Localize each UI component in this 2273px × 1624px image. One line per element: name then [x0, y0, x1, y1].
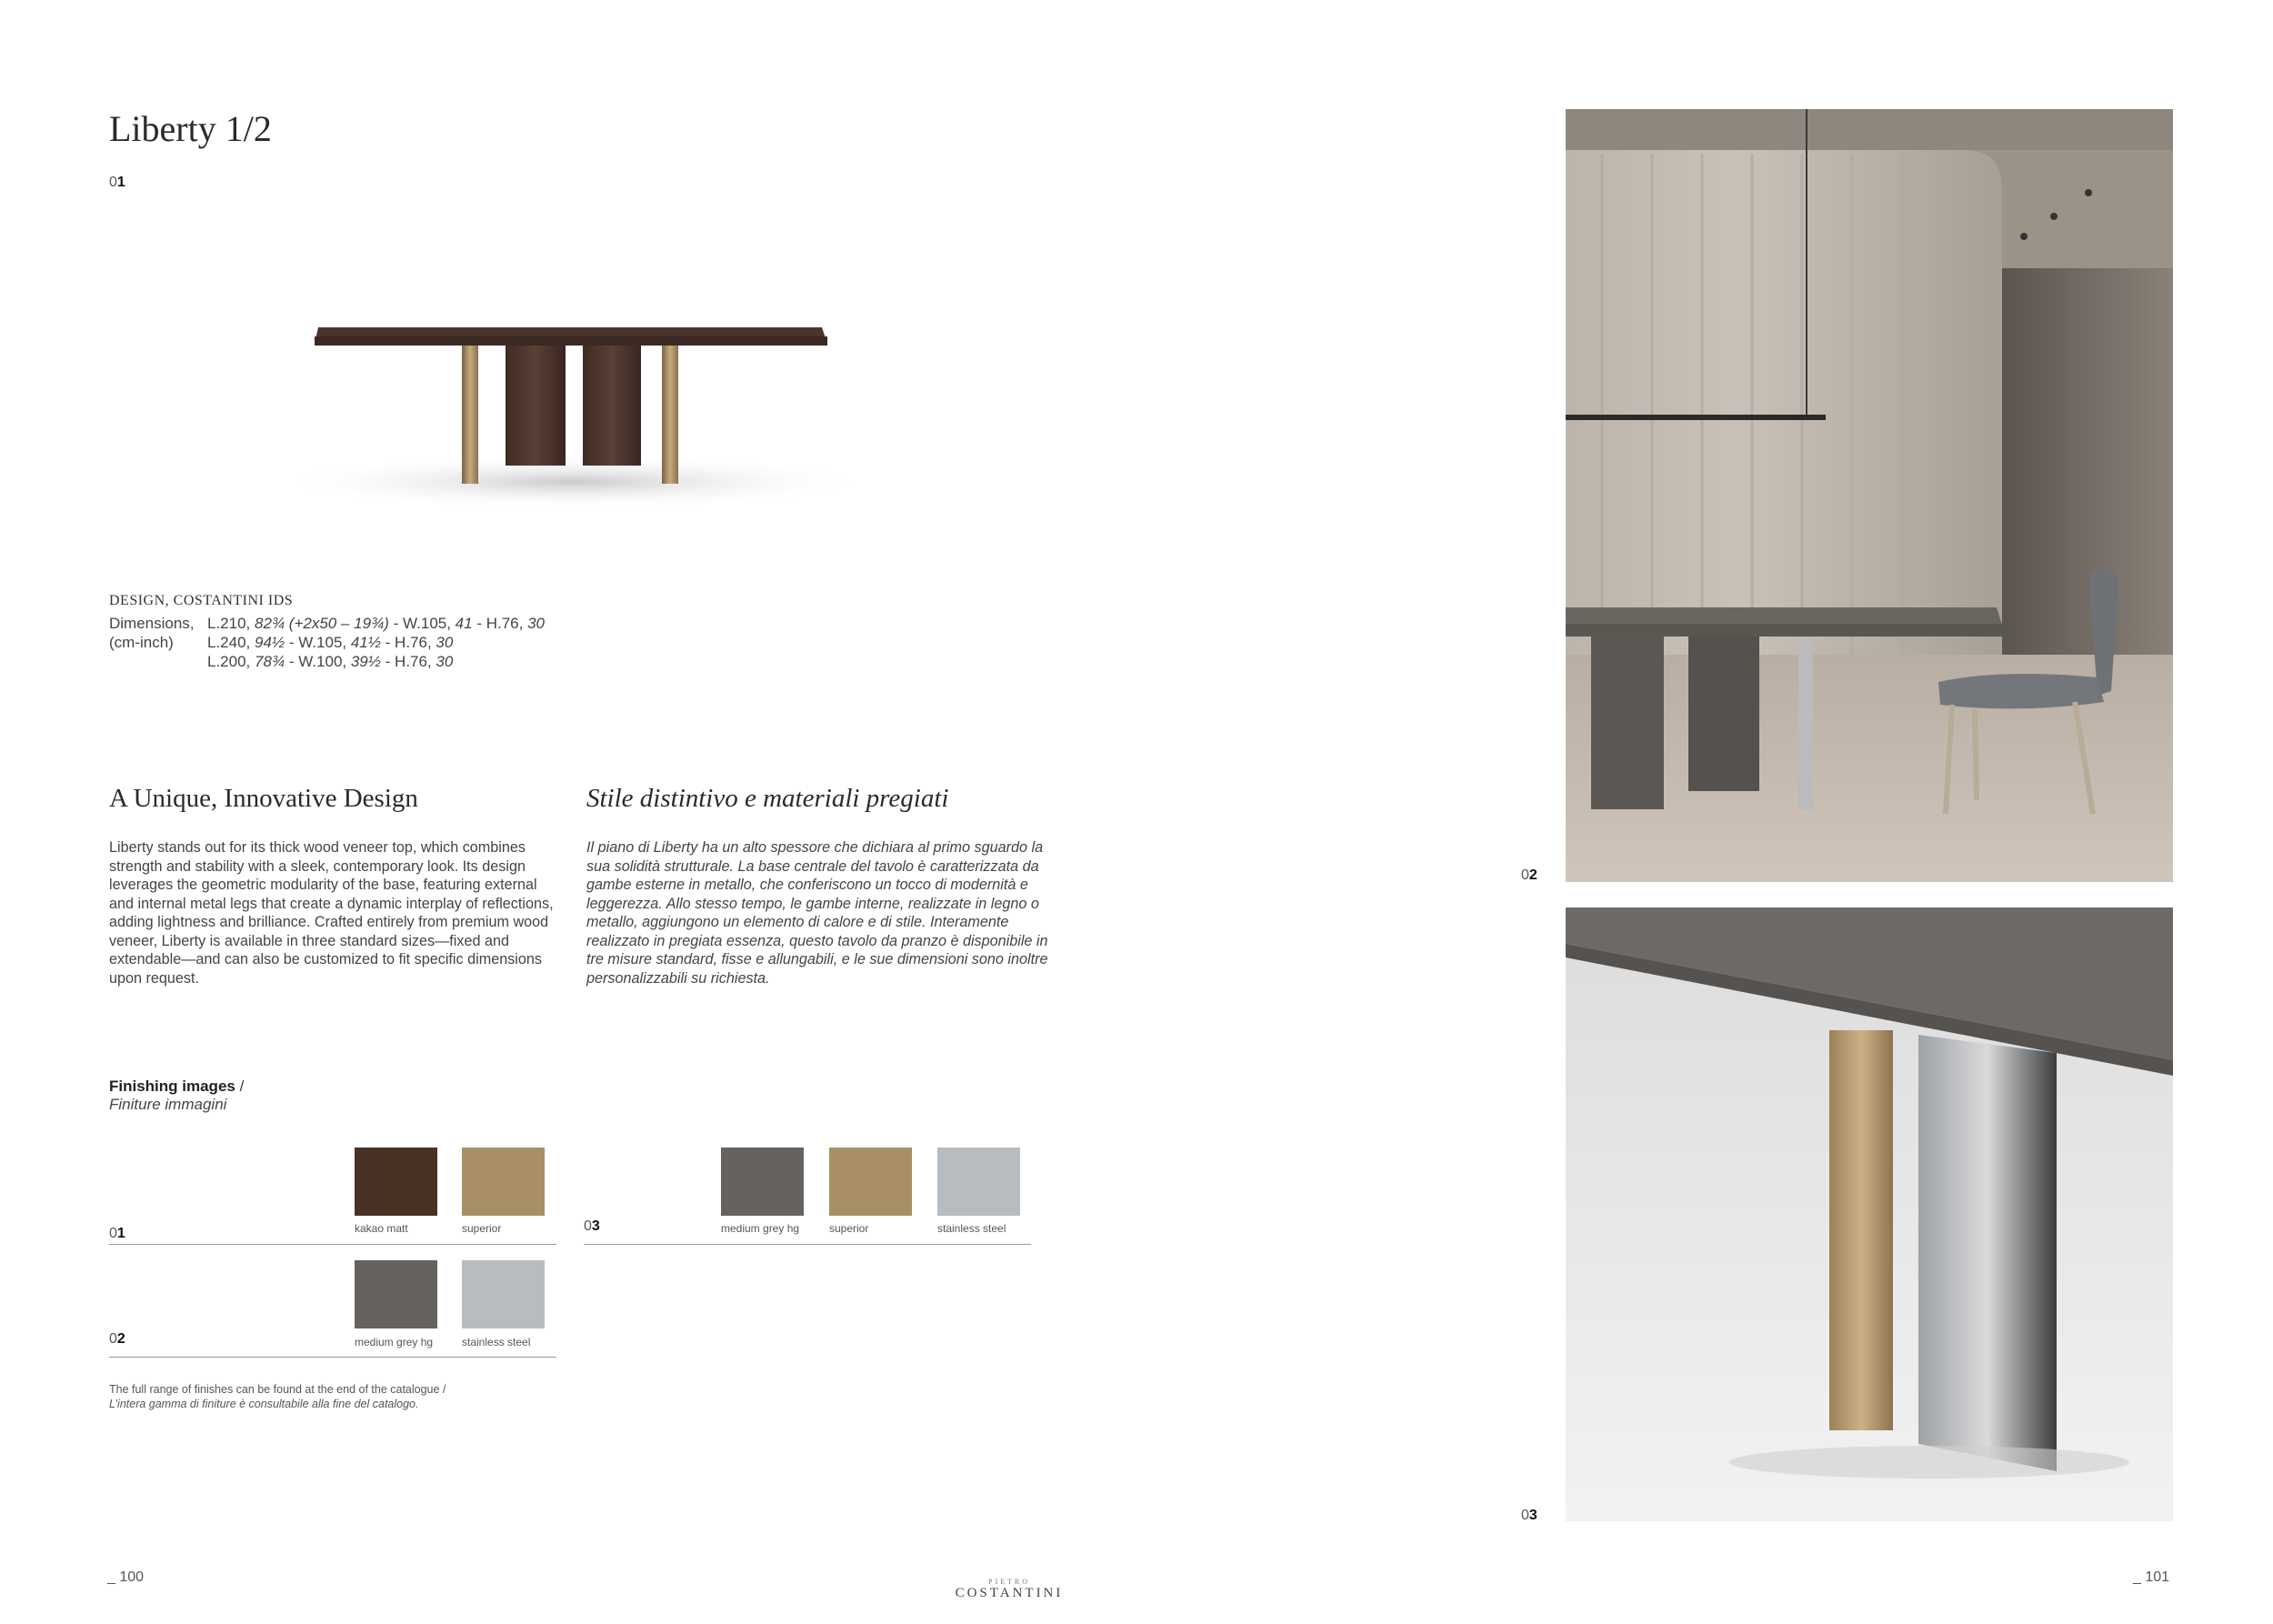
figure-number-02	[1521, 867, 1537, 884]
dim-w: - W.105,	[285, 634, 351, 651]
finish-swatch-superior	[829, 1148, 912, 1216]
figure-number-digit: 1	[116, 1226, 125, 1241]
dim-w: - W.105,	[388, 615, 456, 632]
italian-heading: Stile distintivo e materiali pregiati	[586, 784, 949, 813]
dim-w: - W.100,	[285, 653, 351, 670]
designer-credit: DESIGN, COSTANTINI IDS	[109, 593, 294, 608]
finish-group-number	[109, 1226, 125, 1242]
figure-number-01	[109, 175, 125, 191]
dim-h-inch: 30	[527, 615, 545, 632]
dim-l-inch: 78¾	[255, 653, 285, 670]
dimension-row	[207, 633, 545, 652]
dim-w-inch: 41½	[350, 634, 381, 651]
figure-number-prefix: 0	[109, 1331, 117, 1347]
divider	[584, 1244, 1031, 1245]
figure-number-prefix: 0	[109, 1226, 117, 1241]
finish-swatch-label: medium grey hg	[355, 1336, 434, 1348]
finish-swatch-label: stainless steel	[462, 1336, 531, 1348]
dimension-row	[207, 614, 545, 633]
figure-number-digit: 2	[1528, 867, 1537, 883]
finish-swatch-label: superior	[829, 1222, 869, 1235]
product-image-table	[273, 300, 873, 518]
dim-w-inch: 39½	[350, 653, 381, 670]
figure-number-digit: 3	[1528, 1508, 1537, 1523]
finish-swatch-medium-grey-hg	[721, 1148, 804, 1216]
dimensions-block	[109, 614, 582, 677]
finish-swatch-stainless-steel	[462, 1260, 545, 1328]
figure-number-03	[1521, 1508, 1537, 1524]
figure-number-digit: 2	[116, 1331, 125, 1347]
finish-swatch-label: stainless steel	[937, 1222, 1006, 1235]
dim-l: L.200,	[207, 653, 255, 670]
finishes-heading-en: Finishing images	[109, 1078, 235, 1095]
finish-swatch-label: superior	[462, 1222, 502, 1235]
interior-photo-dining-room	[1566, 109, 2173, 882]
figure-number-prefix: 0	[109, 175, 117, 190]
page-number-left: _ 100	[107, 1569, 145, 1585]
finish-swatch-label: kakao matt	[355, 1222, 408, 1235]
finish-swatch-stainless-steel	[937, 1148, 1020, 1216]
page-title: Liberty 1/2	[109, 108, 272, 149]
finish-swatch-superior	[462, 1148, 545, 1216]
dim-h: - H.76,	[380, 634, 436, 651]
dim-l: L.240,	[207, 634, 255, 651]
dimension-row	[207, 652, 545, 671]
dimensions-label: Dimensions,	[109, 615, 195, 632]
italian-body-text: Il piano di Liberty ha un alto spessore che dichiara al primo sguardo la sua solidità strutturale. La base centrale del tavolo è caratterizzata da gambe esterne in metallo, che conferiscono un tocco di modernità e leggerezza. Allo stesso tempo, le gambe interne, realizzate in legno o metallo, aggiungono un elemento di calore e di stile. Interamente realizzato in pregiata essenza, questo tavolo da pranzo è disponibile in tre misure standard, fisse e allungabili, e le sue dimensioni sono inoltre personalizzabili su richiesta.	[586, 839, 1048, 987]
page-number-right: _ 101	[2133, 1569, 2170, 1585]
finish-group-02-number	[109, 1331, 125, 1348]
finish-swatch-kakao-matt	[355, 1148, 437, 1216]
finish-swatch-label: medium grey hg	[721, 1222, 800, 1235]
finishes-note-it: L’intera gamma di finiture è consultabile alla fine del catalogo.	[109, 1398, 419, 1410]
finish-group-03-number	[584, 1218, 600, 1235]
finishes-note-en: The full range of finishes can be found at the end of the catalogue /	[109, 1383, 446, 1396]
figure-number-prefix: 0	[1521, 1508, 1529, 1523]
dim-h: - H.76,	[472, 615, 528, 632]
figure-number-digit: 1	[116, 175, 125, 190]
dim-h-inch: 30	[436, 634, 454, 651]
figure-number-prefix: 0	[584, 1218, 592, 1234]
english-heading: A Unique, Innovative Design	[109, 784, 418, 813]
brand-logo-top: PIETRO	[988, 1578, 1030, 1586]
brand-logo	[936, 1579, 1082, 1601]
dim-l-inch: 94½	[255, 634, 285, 651]
figure-number-digit: 3	[591, 1218, 600, 1234]
dim-h-inch: 30	[436, 653, 454, 670]
english-body-text: Liberty stands out for its thick wood veneer top, which combines strength and stability with a sleek, contemporary look. Its design leverages the geometric modularity of the base, featuring external and internal metal legs that create a dynamic interplay of reflections, adding lightness and brilliance. Crafted entirely from premium wood veneer, Liberty is available in three standard sizes—fixed and extendable—and can also be customized to fit specific dimensions upon request.	[109, 839, 554, 987]
dim-l: L.210,	[207, 615, 255, 632]
finishes-note	[109, 1382, 582, 1411]
dimensions-unit-label: (cm-inch)	[109, 634, 174, 651]
dim-w-inch: 41	[455, 615, 473, 632]
dim-h: - H.76,	[380, 653, 436, 670]
dimensions-values	[207, 614, 545, 671]
divider	[109, 1357, 556, 1358]
finishes-heading-separator: /	[235, 1078, 245, 1095]
finish-swatch-medium-grey-hg	[355, 1260, 437, 1328]
dim-l-inch: 82¾ (+2x50 – 19¾)	[255, 615, 389, 632]
finishes-heading-it: Finiture immagini	[109, 1096, 227, 1113]
detail-photo-table-legs	[1566, 907, 2173, 1521]
brand-logo-name: COSTANTINI	[955, 1586, 1064, 1600]
dimensions-labels	[109, 614, 209, 652]
finishes-heading	[109, 1078, 244, 1114]
divider	[109, 1244, 556, 1245]
figure-number-prefix: 0	[1521, 867, 1529, 883]
